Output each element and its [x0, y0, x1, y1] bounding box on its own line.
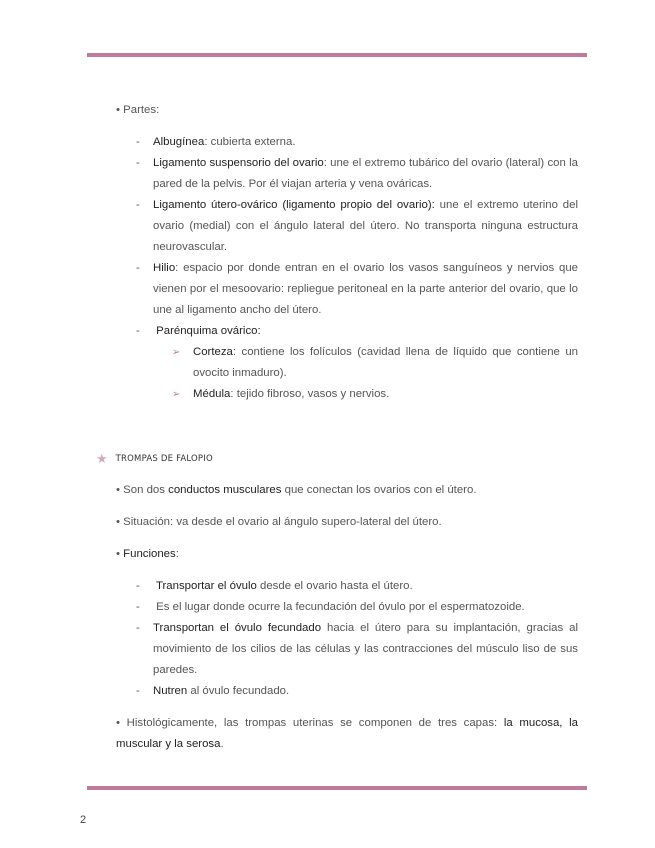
dash-bullet: -: [136, 685, 140, 697]
list-item: - Hilio: espacio por donde entran en el ovario los vasos sanguíneos y nervios que vienen por el mesoovario: repliegue peritoneal en la parte anterior del ovario, que lo une al ligamento ancho del útero.: [136, 258, 578, 321]
dash-bullet: -: [136, 136, 140, 148]
list-item: - Ligamento suspensorio del ovario: une el extremo tubárico del ovario (lateral) con la pared de la pelvis. Por él viajan arteria y vena ováricas.: [136, 153, 578, 195]
paragraph-funciones: • Funciones:: [116, 548, 179, 560]
list-item: - Transportan el óvulo fecundado hacia el útero para su implantación, gracias al movimiento de los cilios de las células y las contracciones del músculo liso de sus paredes.: [136, 618, 578, 681]
top-divider: [87, 53, 587, 57]
bottom-divider: [87, 786, 587, 790]
dash-bullet: -: [136, 580, 140, 592]
partes-heading: • Partes:: [116, 104, 160, 116]
arrow-bullet-icon: ➢: [172, 347, 181, 358]
funciones-list: [136, 576, 578, 702]
section-heading: [96, 451, 213, 467]
paragraph-situacion: • Situación: va desde el ovario al ángulo supero-lateral del útero.: [116, 516, 442, 528]
list-item: - Es el lugar donde ocurre la fecundación del óvulo por el espermatozoide.: [136, 597, 578, 618]
paragraph-histologia: • Histológicamente, las trompas uterinas se componen de tres capas: la mucosa, la muscular y la serosa.: [116, 717, 579, 750]
list-item: - Albugínea: cubierta externa.: [136, 132, 578, 153]
dash-bullet: -: [136, 157, 140, 169]
sub-list-item: ➢ Médula: tejido fibroso, vasos y nervios.: [172, 384, 578, 405]
dash-bullet: -: [136, 622, 140, 634]
section-title: TROMPAS DE FALOPIO: [115, 454, 213, 464]
dash-bullet: -: [136, 262, 140, 274]
list-item: - Parénquima ovárico: ➢ Corteza: contiene los folículos (cavidad llena de líquido que contiene un ovocito inmaduro). ➢ Médula: tejido fibroso, vasos y nervios.: [136, 321, 578, 405]
dash-bullet: -: [136, 325, 140, 337]
partes-list: [136, 132, 578, 405]
star-icon: ★: [96, 451, 108, 466]
list-item: - Transportar el óvulo desde el ovario hasta el útero.: [136, 576, 578, 597]
arrow-bullet-icon: ➢: [172, 389, 181, 400]
paragraph-conductos: • Son dos conductos musculares que conectan los ovarios con el útero.: [116, 484, 477, 496]
list-item: - Ligamento útero-ovárico (ligamento propio del ovario): une el extremo uterino del ovario (medial) con el ángulo lateral del útero. No transporta ninguna estructura neurovascular.: [136, 195, 578, 258]
dash-bullet: -: [136, 199, 140, 211]
sub-list-item: ➢ Corteza: contiene los folículos (cavidad llena de líquido que contiene un ovocito inmaduro).: [172, 342, 578, 384]
dash-bullet: -: [136, 601, 140, 613]
parenquima-sublist: [153, 342, 578, 405]
page-number: 2: [80, 814, 87, 826]
list-item: - Nutren al óvulo fecundado.: [136, 681, 578, 702]
